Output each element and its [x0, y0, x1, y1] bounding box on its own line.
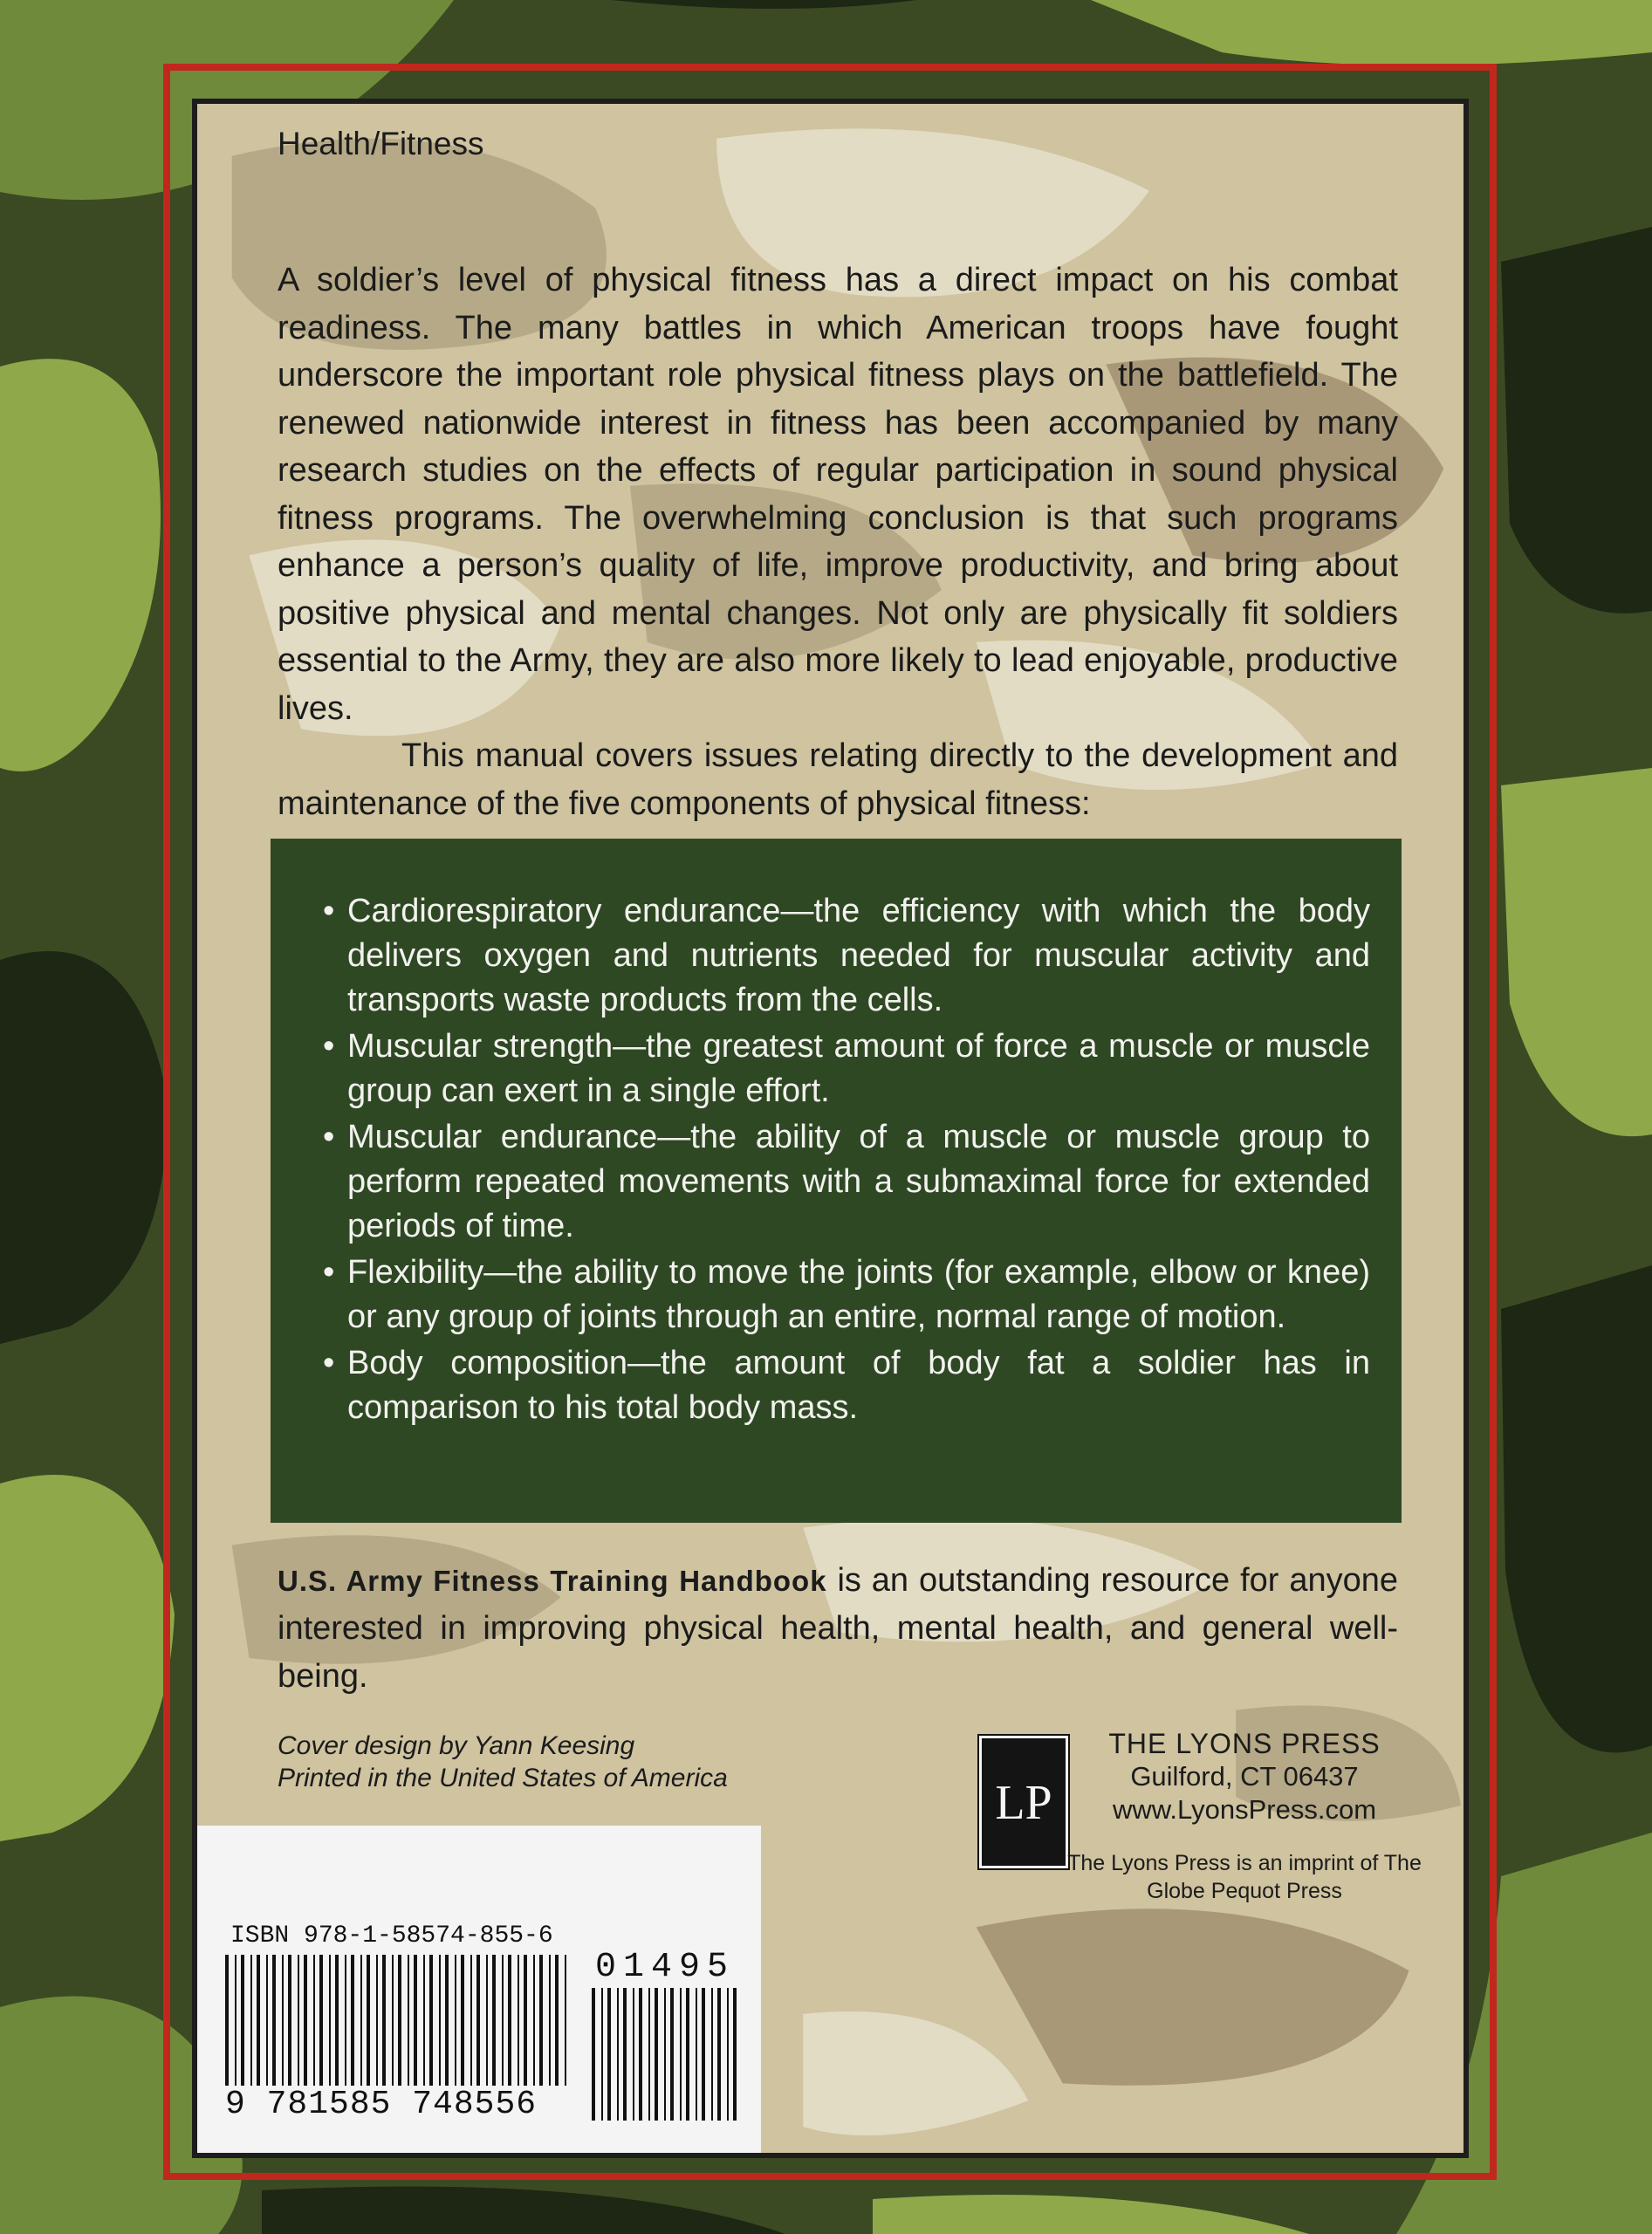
closing-text	[278, 1557, 1398, 1701]
publisher-city: Guilford, CT 06437	[1130, 1761, 1359, 1792]
barcode-bar	[592, 1988, 595, 2121]
barcode-bar	[623, 1988, 627, 2121]
publisher-info	[1052, 1727, 1436, 1826]
barcode-bar	[288, 1955, 291, 2086]
barcode-bar	[648, 1988, 650, 2121]
fitness-components-box	[271, 839, 1402, 1523]
publisher-name: THE LYONS PRESS	[1108, 1728, 1381, 1759]
barcode-bar	[319, 1955, 323, 2086]
barcode-bar	[367, 1955, 370, 2086]
credits	[278, 1730, 728, 1794]
isbn-barcode	[225, 1955, 574, 2086]
barcode-bar	[282, 1955, 284, 2086]
barcode-bar	[733, 1988, 737, 2121]
barcode-bar	[639, 1988, 642, 2121]
barcode-bar	[476, 1955, 480, 2086]
barcode-bar	[304, 1955, 307, 2086]
barcode-bar	[414, 1955, 417, 2086]
barcode-bar	[696, 1988, 697, 2121]
bullet-icon: •	[323, 1028, 335, 1065]
barcode-bar	[702, 1988, 705, 2121]
list-item	[323, 889, 1370, 1023]
component-text: Muscular endurance—the ability of a muscle or muscle group to perform repeated movements with a submaximal force for extended periods of time.	[347, 1119, 1370, 1244]
book-title: U.S. Army Fitness Training Handbook	[278, 1565, 827, 1597]
barcode-bar	[670, 1988, 674, 2121]
bullet-icon: •	[323, 893, 335, 929]
barcode-bar	[335, 1955, 339, 2086]
barcode-bar	[272, 1955, 276, 2086]
bullet-icon: •	[323, 1254, 335, 1291]
barcode-bar	[241, 1955, 244, 2086]
barcode-bar	[524, 1955, 527, 2086]
barcode-bar	[351, 1955, 354, 2086]
barcode-bar	[266, 1955, 268, 2086]
barcode-bar	[329, 1955, 331, 2086]
barcode-bar	[565, 1955, 566, 2086]
barcode-bar	[429, 1955, 433, 2086]
svg-text:LP: LP	[995, 1776, 1052, 1830]
bullet-icon: •	[323, 1119, 335, 1155]
component-text: Flexibility—the ability to move the joints (for example, elbow or knee) or any group of joints through an entire, normal range of motion.	[347, 1254, 1370, 1335]
barcode-bar	[376, 1955, 378, 2086]
barcode-bar	[235, 1955, 236, 2086]
list-item	[323, 1251, 1370, 1340]
closing-sentence: is an outstanding resource for anyone interested in improving physical health, mental health, and general well-being.	[278, 1562, 1398, 1695]
barcode-bar	[711, 1988, 713, 2121]
category-label: Health/Fitness	[278, 126, 484, 161]
barcode-bar	[549, 1955, 551, 2086]
barcode-bar	[360, 1955, 362, 2086]
barcode-digits: 9 781585 748556	[225, 2086, 538, 2123]
barcode-bar	[225, 1955, 229, 2086]
barcode-bar	[250, 1955, 252, 2086]
barcode-bar	[492, 1955, 496, 2086]
barcode-bar	[445, 1955, 449, 2086]
barcode-bar	[345, 1955, 346, 2086]
printed-credit: Printed in the United States of America	[278, 1764, 728, 1792]
publisher-website[interactable]: www.LyonsPress.com	[1112, 1794, 1377, 1825]
component-text: Body composition—the amount of body fat a soldier has in comparison to his total body mass.	[347, 1345, 1370, 1426]
barcode-bar	[533, 1955, 535, 2086]
barcode-bar	[398, 1955, 401, 2086]
barcode-bar	[680, 1988, 682, 2121]
barcode-bar	[539, 1955, 543, 2086]
list-item	[323, 1024, 1370, 1114]
barcode-bar	[727, 1988, 729, 2121]
list-item	[323, 1341, 1370, 1430]
barcode-bar	[518, 1955, 519, 2086]
intro-paragraph: This manual covers issues relating directly to the development and maintenance of the five components of physical fitness:	[278, 737, 1398, 822]
barcode-bar	[655, 1988, 658, 2121]
barcode-bar	[633, 1988, 634, 2121]
back-cover-panel	[192, 99, 1469, 2158]
price-barcode	[592, 1988, 740, 2121]
barcode-bar	[470, 1955, 472, 2086]
barcode-bar	[664, 1988, 666, 2121]
barcode-bar	[382, 1955, 386, 2086]
barcode-bar	[508, 1955, 511, 2086]
design-credit: Cover design by Yann Keesing	[278, 1731, 635, 1760]
barcode-bar	[408, 1955, 409, 2086]
barcode-bar	[607, 1988, 611, 2121]
intro-paragraph: A soldier’s level of physical fitness has a direct impact on his combat readiness. The many battles in which American troops have fought underscore the important role physical fitness plays on the battlefield. The renewed nationwide interest in fitness has been accompanied by many research studies on the effects of regular participation in sound physical fitness programs. The overwhelming conclusion is that such programs enhance a person’s quality of life, improve productivity, and bring about positive physical and mental changes. Not only are physically fit soldiers essential to the Army, they are also more likely to lead enjoyable, productive lives.	[278, 262, 1398, 727]
barcode-bar	[601, 1988, 603, 2121]
fitness-components-list	[323, 889, 1370, 1432]
barcode-bar	[717, 1988, 721, 2121]
barcode-panel	[192, 1826, 761, 2157]
list-item	[323, 1115, 1370, 1249]
bullet-icon: •	[323, 1345, 335, 1381]
barcode-bar	[423, 1955, 425, 2086]
isbn-label: ISBN 978-1-58574-855-6	[230, 1922, 553, 1950]
imprint-note: The Lyons Press is an imprint of The Globe Pequot Press	[1067, 1851, 1422, 1903]
intro-text	[278, 257, 1398, 827]
component-text: Muscular strength—the greatest amount of force a muscle or muscle group can exert in a single effort.	[347, 1028, 1370, 1109]
barcode-bar	[298, 1955, 299, 2086]
barcode-bar	[502, 1955, 504, 2086]
barcode-bar	[617, 1988, 619, 2121]
barcode-bar	[486, 1955, 488, 2086]
barcode-bar	[392, 1955, 394, 2086]
barcode-bar	[555, 1955, 559, 2086]
barcode-bar	[439, 1955, 441, 2086]
barcode-bar	[455, 1955, 456, 2086]
component-text: Cardiorespiratory endurance—the efficiency with which the body delivers oxygen and nutrients needed for muscular activity and transports waste products from the cells.	[347, 893, 1370, 1018]
barcode-bar	[686, 1988, 689, 2121]
price-code: 01495	[595, 1948, 736, 1987]
barcode-bar	[257, 1955, 260, 2086]
barcode-bar	[461, 1955, 464, 2086]
barcode-bar	[313, 1955, 315, 2086]
